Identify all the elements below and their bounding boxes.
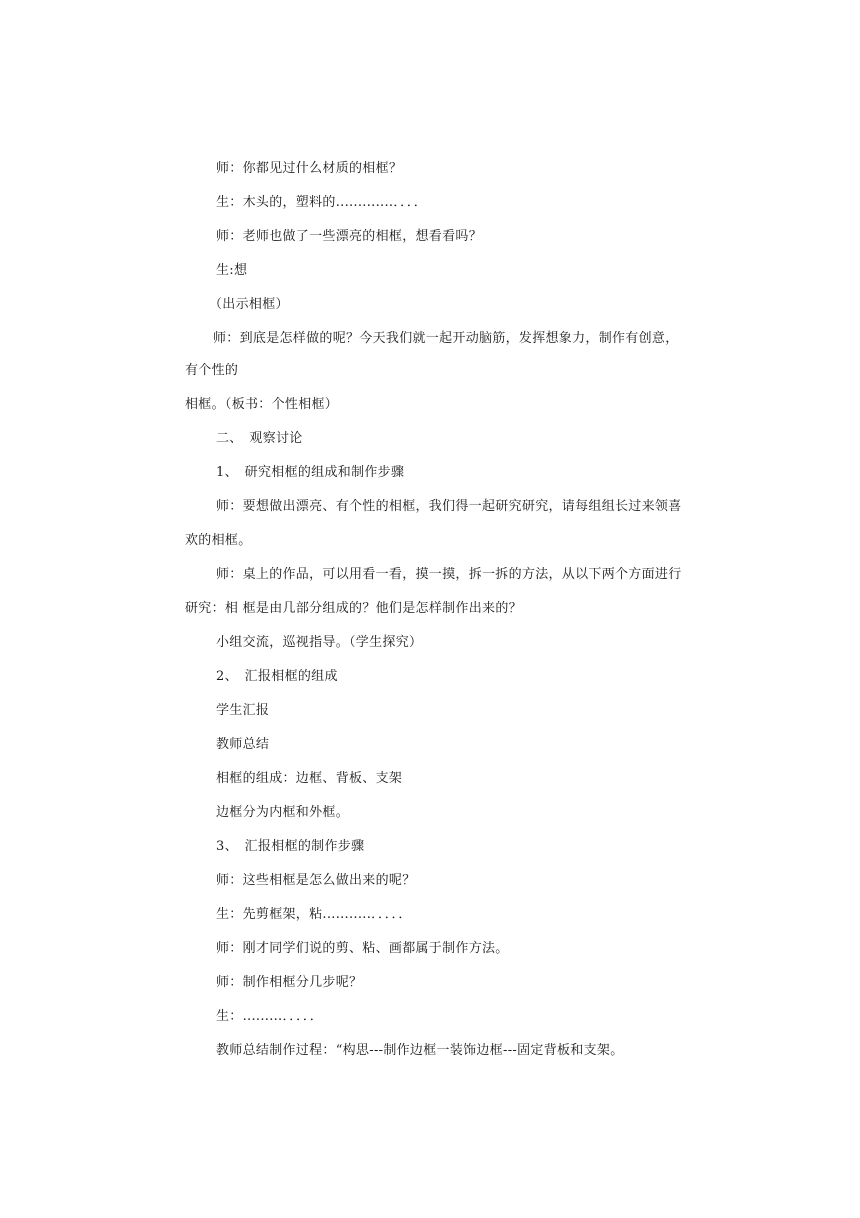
- body-text: 学生汇报: [216, 703, 270, 718]
- dialogue-line: 师：你都见过什么材质的相框？: [216, 161, 403, 176]
- body-text: 教师总结制作过程：“构思---制作边框一装饰边框---固定背板和支架。: [216, 1043, 624, 1058]
- dialogue-line: 师：制作相框分几步呢？: [216, 975, 363, 990]
- body-text: 小组交流，巡视指导。（学生探究）: [216, 635, 423, 650]
- section-heading: 二、 观察讨论: [216, 431, 303, 446]
- dialogue-line: 师：要想做出漂亮、有个性的相框，我们得一起研究研究，请每组组长过来领喜: [216, 499, 682, 514]
- dialogue-line: 师：刚才同学们说的剪、粘、画都属于制作方法。: [216, 941, 509, 956]
- dialogue-line-continued: 研究：相 框是由几部分组成的？他们是怎样制作出来的？: [185, 601, 522, 616]
- dialogue-line: 生:想: [216, 263, 248, 278]
- dialogue-line: 师：这些相框是怎么做出来的呢？: [216, 873, 416, 888]
- body-text: 边框分为内框和外框。: [216, 805, 350, 820]
- dialogue-line-continued: 有个性的: [185, 363, 239, 378]
- dialogue-line-continued: 相框。（板书：个性相框）: [185, 397, 339, 412]
- dialogue-line-continued: 欢的相框。: [185, 533, 252, 548]
- subsection-heading: 2、 汇报相框的组成: [216, 669, 338, 684]
- dialogue-line: 师：老师也做了一些漂亮的相框，想看看吗？: [216, 229, 483, 244]
- body-text: 教师总结: [216, 737, 270, 752]
- body-text: 相框的组成：边框、背板、支架: [216, 771, 403, 786]
- stage-direction: （出示相框）: [209, 297, 289, 312]
- dialogue-line: 生：木头的，塑料的.............．．．．: [216, 195, 428, 210]
- subsection-heading: 3、 汇报相框的制作步骤: [216, 839, 365, 854]
- dialogue-line: 生：先剪框架，粘...........．．．．．: [216, 907, 412, 922]
- subsection-heading: 1、 研究相框的组成和制作步骤: [216, 465, 405, 480]
- dialogue-line: 师：到底是怎样做的呢？今天我们就一起开动脑筋，发挥想象力，制作有创意，: [213, 331, 679, 346]
- dialogue-line: 生：.........．．．．．: [216, 1009, 323, 1024]
- dialogue-line: 师：桌上的作品，可以用看一看，摸一摸，拆一拆的方法，从以下两个方面进行: [216, 567, 682, 582]
